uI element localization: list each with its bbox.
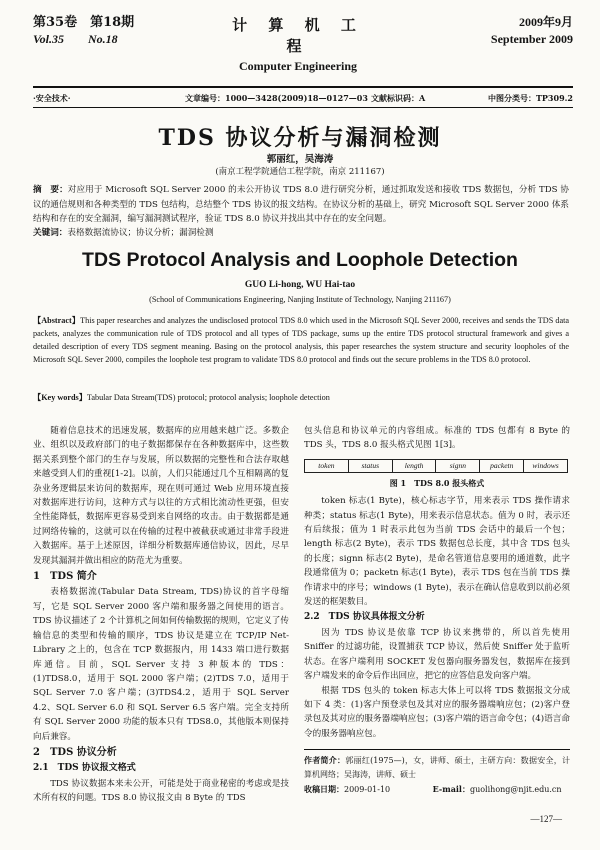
journal-cn: 计 算 机 工 程	[232, 16, 364, 55]
field-description-paragraph: token 标志(1 Byte)，核心标志字节，用来表示 TDS 操作请求种类；status 标志(1 Byte)，用来表示信息状态。值为 0 时，表示还有后续报；值为 1 时表示此包为当前 TDS 会话中的最后一个包；length 标志(2 Byte)，表示 TDS 数据包总长度，其中含 TDS 包头的长度；signn 标志(2 Byte)，是命名管道信息要用的通道数，此字段通常值为 0；packetn 标志(1 Byte)，表示 TDS 包在当前 TDS 操作请求中的序号；windows (1 Byte)，表示在确认信息收到以前必须发送的框架数目。	[304, 496, 570, 608]
document-code: 文献标识码：A	[371, 93, 426, 103]
page-number: —127—	[530, 814, 562, 824]
section-2-1-paragraph: TDS 协议数据本来未公开，可能是处于商业秘密的考虑或是技术所有权的问题。TDS 8.0 协议报文由 8 Byte 的 TDS	[33, 778, 289, 804]
article-meta	[33, 93, 573, 105]
header-intro-paragraph: 包头信息和协议单元的内容组成。标准的 TDS 包都有 8 Byte 的 TDS 头，TDS 8.0 报头格式见图 1[3]。	[304, 426, 570, 451]
abstract-cn	[33, 183, 569, 227]
author-footnote	[304, 749, 570, 797]
field-status: status	[349, 460, 393, 472]
section-2-1-heading: 2.1 TDS 协议报文格式	[33, 763, 136, 774]
received-line	[304, 782, 570, 797]
article-number: 文章编号：1000—3428(2009)18—0127—03	[185, 93, 368, 103]
section-1-heading: 1 TDS 简介	[33, 571, 97, 583]
volume-cn: 第35卷 第18期	[33, 15, 135, 30]
journal-name	[223, 14, 373, 74]
section-1-paragraph: 表格数据流(Tabular Data Stream, TDS)协议的首字母缩写，它是 SQL Server 2000 客户端和服务器之间使用的语言。TDS 协议描述了 2 个计算机之间如何传输数据的规则，它定义了传输信息的类型和传输的顺序，TDS 协议是建立在 TCP/IP Net-Library 之上的，包含在 TCP 数据报内，用 1433 端口进行数据库通信。目前，SQL Server 支持 3 种版本的 TDS：(1)TDS8.0，适用于 SQL 2000 客户端；(2)TDS 7.0，适用于 SQL Server 7.0 客户端；(3)TDS4.2，适用于 SQL Server 4.2、SQL Server 6.0 和 SQL Server 6.5 客户端。完全支持所有 SQL Server 2000 功能的版本只有 TDS8.0，其他版本则保持向后兼容。	[33, 587, 289, 742]
author-bio-text: 郭丽红(1975—)，女，讲师、硕士，主研方向：数据安全，计算机网络；吴海涛，讲师、硕士	[304, 756, 570, 780]
running-header	[33, 14, 573, 73]
affiliation-cn: (南京工程学院通信工程学院，南京 211167)	[215, 167, 385, 177]
author-bio-label: 作者简介：	[304, 755, 346, 766]
intro-paragraph: 随着信息技术的迅速发展，数据库的应用越来越广泛。多数企业、组织以及政府部门的电子数据都保存在各种数据库中，这些数据关系到整个部门的生存与发展，所以数据的完整性和合法存取越来越受到人们的重视[1-2]。以前，人们只能通过几个互相隔离的复杂业务逻辑层来访问的数据库，现在则可通过 Web 应用环境直接对数据库进行访问，这种方式与以往的方式相比流动性更强，但安全性能降低，数据库更容易受到来自网络的攻击。由于数据都是通过网络传输的，这就可以在传输的过程中被截获或通过非常手段进入数据库。基于上述原因，详细分析数据库通信协议，因此，尽早发现其漏洞并做出相应的防范尤为重要。	[33, 426, 289, 566]
keywords-en-label: 【Key words】	[33, 393, 87, 402]
capture-paragraph: 因为 TDS 协议是依靠 TCP 协议来携带的，所以首先使用 Sniffer 的过滤功能，设置捕获 TCP 协议，然后使 Sniffer 处于监听状态。在客户端利用 SOCKET 发包器向服务器发包，数据库在接到客户端发来的命令后作出回应，把它的应答信息发向客户端。	[304, 627, 570, 682]
authors-cn: 郭丽红，吴海涛	[266, 154, 334, 165]
field-packetn: packetn	[480, 460, 524, 472]
classification-paragraph: 根据 TDS 包头的 token 标志大体上可以将 TDS 数据报文分成如下 4 类：(1)客户预登录包及其对应的服务器端响应包；(2)客户登录包及其对应的服务器端响应包；(3)客户端的语言命令包；(4)语言命令的服务器响应包。	[304, 685, 570, 739]
email-address: guolihong@njit.edu.cn	[469, 785, 562, 795]
title-en: TDS Protocol Analysis and Loophole Detection	[82, 249, 518, 271]
authors-en: GUO Li-hong, WU Hai-tao	[244, 280, 356, 290]
meta-rule	[33, 107, 573, 108]
abstract-en	[33, 315, 569, 367]
column-label: ·安全技术·	[33, 93, 71, 103]
abstract-en-text: This paper researches and analyzes the undisclosed protocol TDS 8.0 which used in the Microsoft SQL Sever 2000, receives and sends the TDS data packets, analyzes the communication rule of TDS protocol and all types of TDS package, sums up the entire TDS protocol structural framework and gives a detailed description of every TDS segment meaning. Basing on the protocol analysis, this paper researches the system structure and security loopholes of the Microsoft SQL Sever 2000, compiles the loophole test program to validate TDS 8.0 protocol and finds out the secure problems in the TDS 8.0 protocol.	[33, 316, 570, 364]
keywords-cn-text: 表格数据流协议；协议分析；漏洞检测	[67, 228, 214, 238]
keywords-en	[33, 392, 569, 404]
received-date: 2009-01-10	[344, 785, 391, 795]
body-right-column	[304, 424, 570, 797]
figure-caption: 图 1 TDS 8.0 报头格式	[389, 477, 485, 488]
date-en: September 2009	[490, 32, 573, 46]
volume-info	[33, 14, 134, 48]
email-label: E-mail：	[432, 784, 470, 795]
section-2-heading: 2 TDS 协议分析	[33, 746, 117, 758]
tds-header-figure	[304, 459, 568, 473]
abstract-en-label: 【Abstract】	[33, 316, 81, 325]
affiliation-en: (School of Communications Engineering, Nanjing Institute of Technology, Nanjing 211167)	[149, 295, 451, 304]
abstract-cn-label: 摘 要：	[33, 185, 68, 195]
keywords-cn-label: 关键词：	[33, 228, 68, 238]
author-bio	[304, 753, 570, 782]
field-length: length	[393, 460, 437, 472]
header-rule	[33, 86, 573, 88]
field-windows: windows	[532, 460, 559, 470]
field-signn: signn	[436, 460, 480, 472]
title-cn: TDS 协议分析与漏洞检测	[158, 125, 442, 151]
abstract-cn-text: 对应用于 Microsoft SQL Server 2000 的未公开协议 TDS 8.0 进行研究分析，通过抓取发送和接收 TDS 数据包，分析 TDS 协议的通信规则和各种类型的 TDS 包结构，总结整个 TDS 协议的报文结构。在协议分析的基础上，研究 Microsoft SQL Server 2000 体系结构和存在的安全漏洞，编写漏洞测试程序，验证 TDS 8.0 协议并找出其中存在的安全问题。	[33, 185, 569, 224]
field-token: token	[305, 460, 349, 472]
volume-en: Vol.35 No.18	[33, 32, 118, 46]
section-2-2-heading: 2.2 TDS 协议具体报文分析	[304, 612, 425, 623]
received-label: 收稿日期：	[304, 784, 344, 795]
keywords-cn	[33, 226, 569, 240]
keywords-en-text: Tabular Data Stream(TDS) protocol; protocol analysis; loophole detection	[86, 393, 330, 402]
issue-date	[491, 14, 573, 48]
journal-en: Computer Engineering	[238, 59, 358, 73]
body-left-column	[33, 424, 289, 806]
date-cn: 2009年9月	[518, 15, 573, 29]
clc-number: 中图分类号：TP309.2	[487, 93, 573, 103]
